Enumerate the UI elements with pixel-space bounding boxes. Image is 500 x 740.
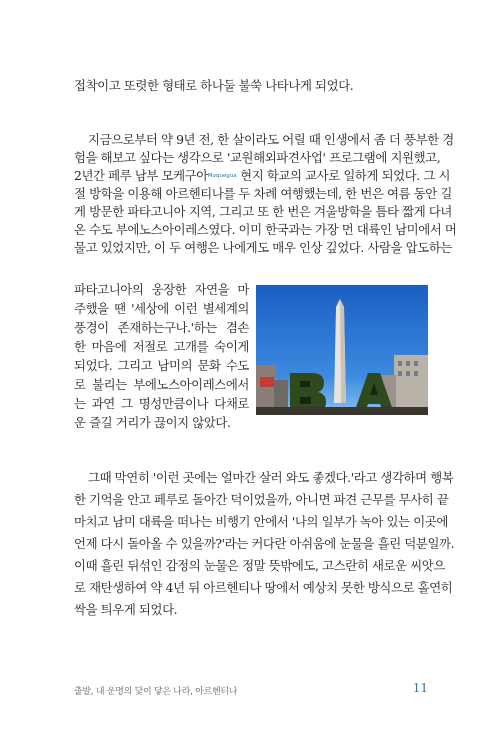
- body-line: 파타고니아의 웅장한 자연을 마: [74, 282, 249, 297]
- place-gloss: Moquegua: [207, 173, 237, 179]
- body-line: 풍경이 존재하는구나.'하는 겸손: [74, 320, 249, 335]
- body-line: 물고 있었지만, 이 두 여행은 나에게도 매우 인상 깊었다. 사람을 압도하는: [74, 240, 452, 255]
- body-text: 2년간 페루 남부 모케구아: [74, 168, 208, 183]
- obelisk-photo-svg: [256, 285, 428, 415]
- body-line: 로 불리는 부에노스아이레스에서: [74, 377, 249, 392]
- running-title: 출발, 내 운명의 닻이 닿은 나라, 아르헨티나: [74, 687, 238, 697]
- body-line: 온 수도 부에노스아이레스였다. 이미 한국과는 가장 먼 대륙인 남미에서 머: [74, 222, 457, 237]
- body-text: 현지 학교의 교사로 일하게 되었다. 그 시: [236, 168, 451, 183]
- body-line: 는 과연 그 명성만큼이나 다채로: [74, 396, 249, 411]
- body-line: 싹을 틔우게 되었다.: [74, 602, 178, 617]
- body-line: 그때 막연히 '이런 곳에는 얼마간 살러 와도 좋겠다.'라고 생각하며 행복: [88, 470, 454, 485]
- body-line: 접착이고 또렷한 형태로 하나둘 불쑥 나타나게 되었다.: [74, 78, 354, 93]
- body-line: 지금으로부터 약 9년 전, 한 살이라도 어릴 때 인생에서 좀 더 풍부한 경: [88, 132, 454, 147]
- body-line: 험을 해보고 싶다는 생각으로 '교원해외파견사업' 프로그램에 지원했고,: [74, 150, 441, 165]
- body-line: 이때 흘린 뒤섞인 감정의 눈물은 정말 뜻밖에도, 고스란히 새로운 씨앗으: [74, 558, 445, 573]
- billboard: [260, 377, 274, 387]
- body-line: 절 방학을 이용해 아르헨티나를 두 차례 여행했는데, 한 번은 여름 동안 길: [74, 186, 452, 201]
- body-line: 마치고 남미 대륙을 떠나는 비행기 안에서 '나의 일부가 녹아 있는 이곳에: [74, 514, 448, 529]
- body-line: 주했을 땐 '세상에 이런 별세계의: [74, 301, 249, 316]
- body-line: 운 즐길 거리가 끊이지 않았다.: [74, 415, 231, 430]
- obelisk-photo: [256, 285, 428, 415]
- street: [256, 407, 428, 415]
- page-number: 11: [412, 681, 428, 695]
- body-line: [74, 167, 451, 185]
- body-line: 로 재탄생하여 약 4년 뒤 아르헨티나 땅에서 예상치 못한 방식으로 홀연히: [74, 580, 453, 595]
- body-line: 한 기억을 안고 페루로 돌아간 덕이었을까, 아니면 파견 근무를 무사히 끝: [74, 492, 449, 507]
- body-line: 한 마음에 저절로 고개를 숙이게: [74, 339, 249, 354]
- body-line: 되었다. 그리고 남미의 문화 수도: [74, 358, 249, 373]
- body-line: 게 방문한 파타고니아 지역, 그리고 또 한 번은 겨울방학을 틈타 짧게 다녀: [74, 204, 452, 219]
- body-line: 언제 다시 돌아올 수 있을까?'라는 커다란 아쉬움에 눈물을 흘린 덕분일까.: [74, 536, 455, 551]
